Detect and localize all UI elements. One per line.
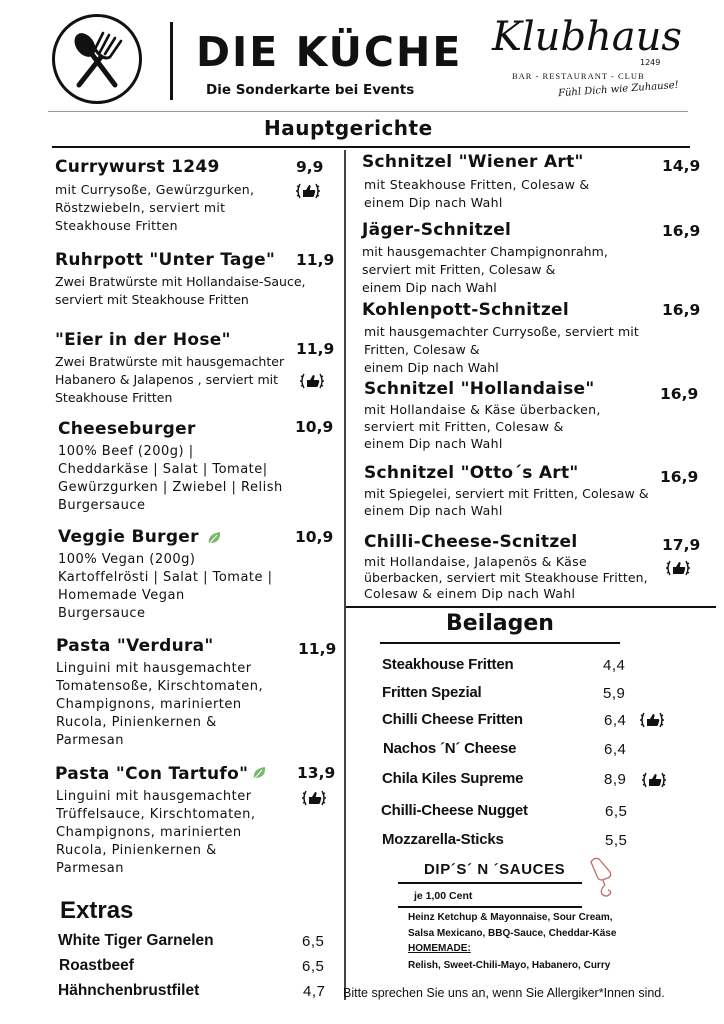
dish-name: Schnitzel "Wiener Art" [362, 152, 584, 172]
dish-desc-line: Colesaw & einem Dip nach Wahl [364, 586, 576, 601]
dish-desc-line: mit Spiegelei, serviert mit Fritten, Colesaw & [364, 486, 649, 501]
recommended-thumb-icon [301, 785, 327, 811]
side-price: 6,4 [604, 712, 627, 729]
dips-rule [398, 882, 582, 884]
dish-desc-line: Parmesan [56, 733, 124, 748]
dips-line: Heinz Ketchup & Mayonnaise, Sour Cream, [408, 912, 613, 923]
dish-desc-line: serviert mit Fritten, Colesaw & [364, 419, 564, 434]
dish-desc-line: Cheddarkäse | Salat | Tomate| [58, 462, 268, 477]
vegan-leaf-icon [205, 529, 223, 547]
side-name: Chila Kiles Supreme [382, 770, 524, 787]
extra-price: 6,5 [302, 958, 325, 975]
dish-name: Chilli-Cheese-Scnitzel [364, 532, 578, 552]
dish-desc-line: Kartoffelrösti | Salat | Tomate | [58, 570, 273, 585]
side-name: Chilli-Cheese Nugget [381, 802, 528, 819]
extra-price: 4,7 [303, 983, 326, 1000]
dish-desc-line: mit hausgemachter Currysoße, serviert mit [364, 324, 639, 339]
side-name: Fritten Spezial [382, 684, 482, 701]
dish-price: 17,9 [662, 536, 701, 554]
dish-desc-line: Röstzwiebeln, serviert mit [55, 200, 226, 215]
column-divider [344, 150, 346, 1000]
dish-desc-line: mit Currysoße, Gewürzgurken, [55, 182, 255, 197]
dish-desc-line: einem Dip nach Wahl [364, 195, 503, 210]
dish-desc-line: 100% Vegan (200g) [58, 552, 196, 567]
dish-desc-line: Zwei Bratwürste mit hausgemachter [55, 354, 285, 369]
dish-price: 16,9 [660, 468, 699, 486]
dish-desc-line: Champignons, marinierten [56, 825, 242, 840]
dish-desc-line: mit Steakhouse Fritten, Colesaw & [364, 177, 590, 192]
page-subtitle: Die Sonderkarte bei Events [206, 82, 415, 98]
dish-desc-line: Habanero & Jalapenos , serviert mit [55, 372, 279, 387]
dish-desc-line: einem Dip nach Wahl [364, 360, 499, 375]
dish-name: Ruhrpott "Unter Tage" [55, 250, 276, 270]
dish-desc-line: Parmesan [56, 861, 124, 876]
extra-name: Roastbeef [59, 957, 134, 974]
dips-line: Relish, Sweet-Chili-Mayo, Habanero, Curry [408, 960, 611, 971]
section-title-main: Hauptgerichte [264, 116, 433, 140]
dish-price: 13,9 [297, 764, 336, 782]
brand-tagline: BAR - RESTAURANT - CLUB [512, 71, 645, 81]
dish-price: 16,9 [660, 385, 699, 403]
recommended-thumb-icon [299, 368, 325, 394]
sides-rule-top [346, 606, 716, 608]
dish-desc-line: überbacken, serviert mit Steakhouse Fritten, [364, 570, 648, 585]
dish-desc-line: Zwei Bratwürste mit Hollandaise-Sauce, [55, 274, 306, 289]
dips-line: Salsa Mexicano, BBQ-Sauce, Cheddar-Käse [408, 928, 617, 939]
dips-homemade-label: HOMEMADE: [408, 943, 471, 954]
dish-desc-line: Gewürzgurken | Zwiebel | Relish [58, 480, 283, 495]
dips-price: je 1,00 Cent [414, 890, 473, 902]
dish-desc-line: Linguini mit hausgemachter [56, 661, 252, 676]
page-title: DIE KÜCHE [196, 28, 463, 76]
dish-desc-line: einem Dip nach Wahl [364, 436, 503, 451]
extra-price: 6,5 [302, 933, 325, 950]
dish-desc-line: Fritten, Colesaw & [364, 342, 480, 357]
sides-title: Beilagen [446, 611, 554, 636]
dish-desc-line: Burgersauce [58, 498, 146, 513]
dish-price: 11,9 [298, 640, 337, 658]
header-divider [170, 22, 173, 100]
dish-desc-line: mit hausgemachter Champignonrahm, [362, 244, 608, 259]
dish-desc-line: mit Hollandaise, Jalapenös & Käse [364, 554, 587, 569]
header-rule [48, 111, 688, 112]
section-rule [52, 146, 690, 148]
sauce-bottle-icon [586, 854, 620, 902]
dish-price: 16,9 [662, 301, 701, 319]
extra-name: Hähnchenbrustfilet [58, 982, 200, 999]
recommended-thumb-icon [639, 707, 665, 733]
side-price: 5,5 [605, 832, 628, 849]
extra-name: White Tiger Garnelen [58, 932, 214, 949]
dish-desc-line: Rucola, Pinienkernen & [56, 715, 217, 730]
side-price: 5,9 [603, 685, 626, 702]
cutlery-icon [55, 17, 139, 101]
dish-desc-line: serviert mit Fritten, Colesaw & [362, 262, 556, 277]
side-price: 4,4 [603, 657, 626, 674]
dish-name: Currywurst 1249 [55, 157, 220, 177]
dish-desc-line: Homemade Vegan [58, 588, 185, 603]
dish-name: Schnitzel "Hollandaise" [364, 379, 595, 399]
side-name: Mozzarella-Sticks [382, 831, 504, 848]
vegan-leaf-icon [250, 764, 268, 782]
dish-desc-line: Steakhouse Fritten [55, 218, 178, 233]
extras-title: Extras [60, 897, 134, 924]
logo-circle [52, 14, 142, 104]
side-name: Steakhouse Fritten [382, 656, 514, 673]
dish-price: 10,9 [295, 528, 334, 546]
dish-name: Schnitzel "Otto´s Art" [364, 463, 579, 483]
dish-desc-line: mit Hollandaise & Käse überbacken, [364, 402, 601, 417]
dish-price: 10,9 [295, 418, 334, 436]
dish-price: 16,9 [662, 222, 701, 240]
recommended-thumb-icon [641, 767, 667, 793]
brand-slogan: Fühl Dich wie Zuhause! [557, 79, 680, 100]
dish-desc-line: Trüffelsauce, Kirschtomaten, [56, 807, 256, 822]
brand-name: Klubhaus [492, 14, 682, 60]
dish-name: Pasta "Con Tartufo" [55, 764, 249, 784]
dish-desc-line: 100% Beef (200g) | [58, 444, 194, 459]
dish-desc-line: Linguini mit hausgemachter [56, 789, 252, 804]
dish-name: Pasta "Verdura" [56, 636, 214, 656]
dish-desc-line: serviert mit Steakhouse Fritten [55, 292, 249, 307]
dish-desc-line: Tomatensoße, Kirschtomaten, [56, 679, 264, 694]
dish-desc-line: Burgersauce [58, 606, 146, 621]
side-price: 8,9 [604, 771, 627, 788]
dish-desc-line: Steakhouse Fritten [55, 390, 173, 405]
recommended-thumb-icon [295, 178, 321, 204]
dish-desc-line: einem Dip nach Wahl [362, 280, 497, 295]
brand-number: 1249 [640, 58, 661, 67]
dish-price: 14,9 [662, 157, 701, 175]
dish-desc-line: Champignons, marinierten [56, 697, 242, 712]
brand-logo [490, 10, 682, 105]
dish-name: Kohlenpott-Schnitzel [362, 300, 570, 320]
dish-price: 11,9 [296, 251, 335, 269]
dish-name: Veggie Burger [58, 527, 199, 547]
dips-title: DIP´S´ N ´SAUCES [424, 861, 566, 878]
dish-name: "Eier in der Hose" [55, 330, 231, 350]
side-price: 6,5 [605, 803, 628, 820]
allergy-note: Bitte sprechen Sie uns an, wenn Sie Allergiker*Innen sind. [343, 986, 665, 1000]
dish-price: 11,9 [296, 340, 335, 358]
side-name: Chilli Cheese Fritten [382, 711, 523, 728]
recommended-thumb-icon [665, 555, 691, 581]
dish-desc-line: Rucola, Pinienkernen & [56, 843, 217, 858]
dish-name: Cheeseburger [58, 419, 196, 439]
side-name: Nachos ´N´ Cheese [383, 740, 517, 757]
dish-name: Jäger-Schnitzel [362, 220, 512, 240]
dish-desc-line: einem Dip nach Wahl [364, 503, 503, 518]
side-price: 6,4 [604, 741, 627, 758]
dips-rule-2 [398, 906, 582, 908]
dish-price: 9,9 [296, 158, 324, 176]
sides-title-rule [380, 642, 620, 644]
